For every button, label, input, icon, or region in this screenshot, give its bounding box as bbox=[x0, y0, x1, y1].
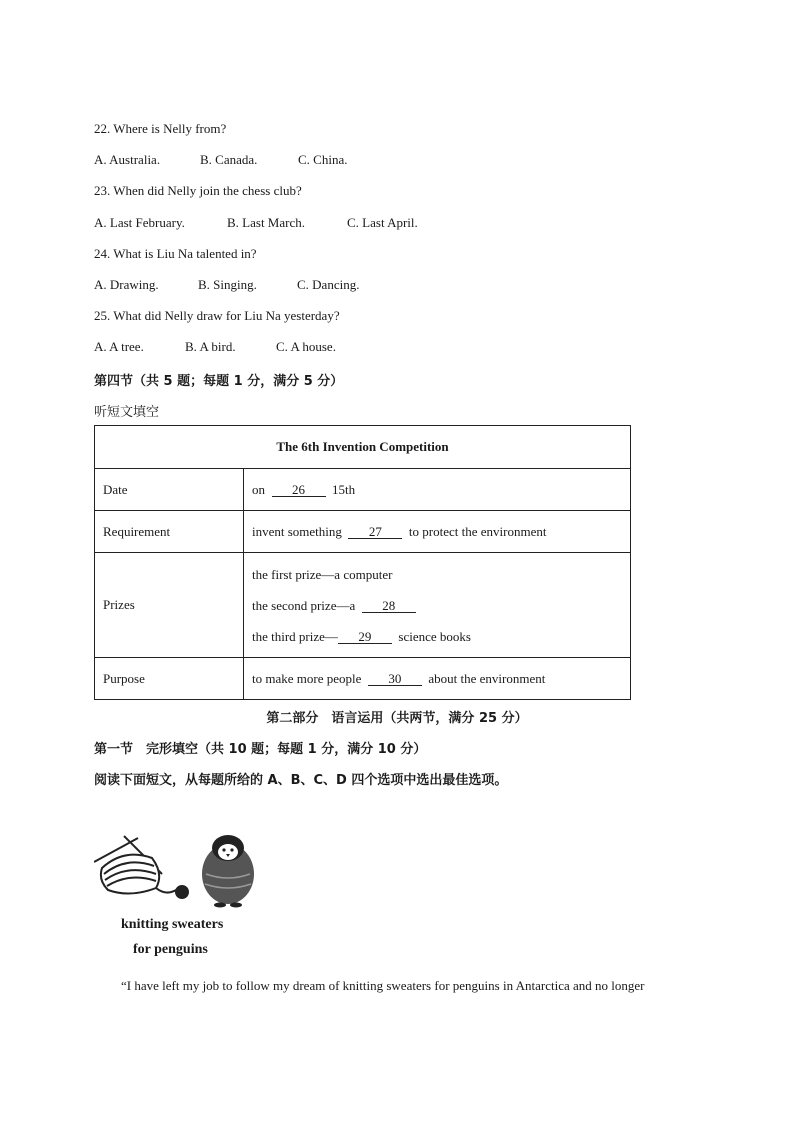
knitting-needles-icon bbox=[94, 836, 188, 898]
invention-table bbox=[94, 425, 631, 700]
q24-option-b: B. Singing. bbox=[198, 277, 257, 292]
section4-subheading: 听短文填空 bbox=[94, 405, 160, 420]
second-prize: the second prize—a 28 bbox=[252, 590, 622, 621]
q22-option-a: A. Australia. bbox=[94, 152, 161, 167]
table-row-requirement bbox=[95, 511, 631, 553]
row-label: Prizes bbox=[95, 553, 244, 658]
first-prize: the first prize—a computer bbox=[252, 566, 393, 582]
q22-option-b: B. Canada. bbox=[200, 152, 258, 167]
table-row-purpose bbox=[95, 658, 631, 700]
table-row-prizes bbox=[95, 553, 631, 658]
row-value bbox=[244, 553, 631, 658]
blank-30: 30 bbox=[368, 672, 422, 686]
q22-option-c: C. China. bbox=[298, 152, 348, 167]
row-value: on 26 15th bbox=[244, 469, 631, 511]
illustration-caption-line1: knitting sweaters bbox=[121, 917, 224, 932]
row-label: Requirement bbox=[95, 511, 244, 553]
row-value: invent something 27 to protect the environment bbox=[244, 511, 631, 553]
passage-first-line: “I have left my job to follow my dream of knitting sweaters for penguins in Antarctica and no longer bbox=[121, 978, 645, 993]
question-25: 25. What did Nelly draw for Liu Na yesterday? bbox=[94, 308, 340, 323]
q25-option-a: A. A tree. bbox=[94, 339, 144, 354]
knitting-illustration bbox=[94, 830, 274, 910]
question-24: 24. What is Liu Na talented in? bbox=[94, 246, 257, 261]
blank-27: 27 bbox=[348, 525, 402, 539]
q25-option-c: C. A house. bbox=[276, 339, 336, 354]
blank-28: 28 bbox=[362, 599, 416, 613]
blank-26: 26 bbox=[272, 483, 326, 497]
q23-option-c: C. Last April. bbox=[347, 215, 418, 230]
q24-option-a: A. Drawing. bbox=[94, 277, 159, 292]
row-value: to make more people 30 about the environment bbox=[244, 658, 631, 700]
blank-29: 29 bbox=[338, 630, 392, 644]
question-22: 22. Where is Nelly from? bbox=[94, 121, 227, 136]
q24-option-c: C. Dancing. bbox=[297, 277, 360, 292]
q25-option-b: B. A bird. bbox=[185, 339, 236, 354]
row-label: Purpose bbox=[95, 658, 244, 700]
third-prize: the third prize— 29 science books bbox=[252, 628, 471, 644]
penguin-icon bbox=[202, 835, 254, 908]
question-23: 23. When did Nelly join the chess club? bbox=[94, 183, 302, 198]
illustration-caption-line2: for penguins bbox=[133, 942, 208, 957]
cloze-instruction: 阅读下面短文，从每题所给的 A、B、C、D 四个选项中选出最佳选项。 bbox=[94, 773, 508, 788]
part2-heading: 第二部分 语言运用（共两节，满分 25 分） bbox=[266, 711, 528, 726]
section4-heading: 第四节（共 5 题；每题 1 分，满分 5 分） bbox=[94, 374, 344, 389]
table-row-date bbox=[95, 469, 631, 511]
q23-option-b: B. Last March. bbox=[227, 215, 305, 230]
row-label: Date bbox=[95, 469, 244, 511]
table-title: The 6th Invention Competition bbox=[95, 426, 631, 469]
q23-option-a: A. Last February. bbox=[94, 215, 185, 230]
cloze-heading: 第一节 完形填空（共 10 题；每题 1 分，满分 10 分） bbox=[94, 742, 427, 757]
